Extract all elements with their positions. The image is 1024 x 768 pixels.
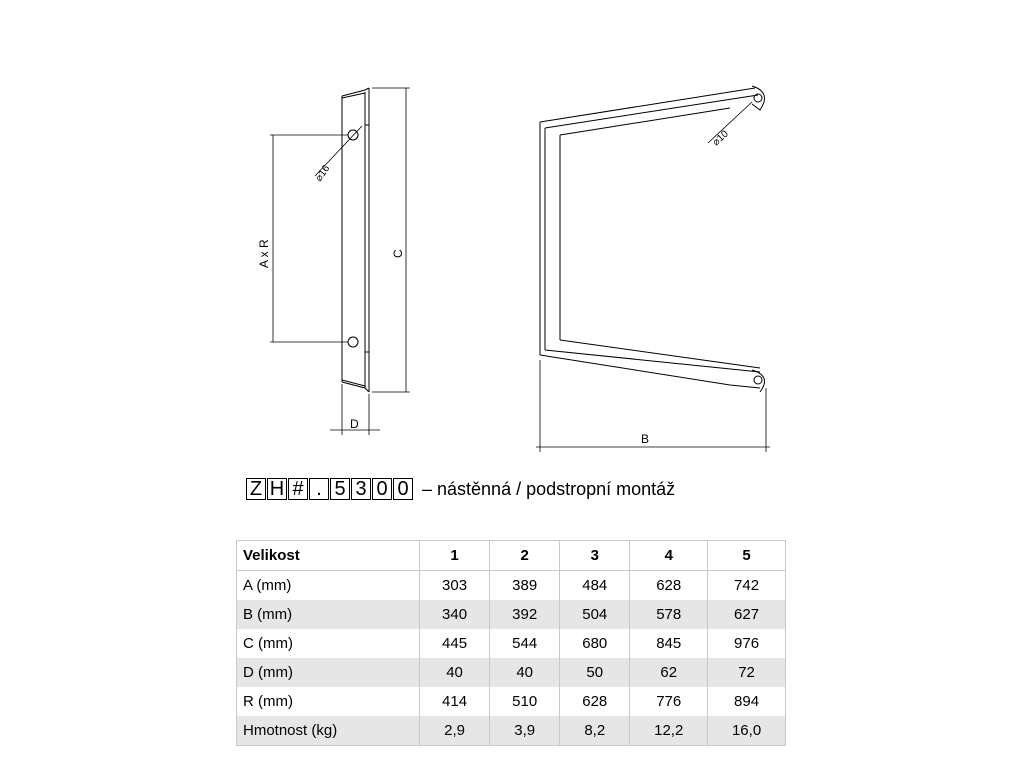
table-cell: 894 (708, 687, 786, 716)
product-code-line (246, 476, 675, 502)
table-cell: 445 (420, 629, 490, 658)
table-row (237, 629, 786, 658)
row-label: D (mm) (237, 658, 420, 687)
table-cell: 2,9 (420, 716, 490, 746)
table-cell: 62 (630, 658, 708, 687)
table-cell: 12,2 (630, 716, 708, 746)
table-cell: 976 (708, 629, 786, 658)
row-label: A (mm) (237, 571, 420, 601)
table-cell: 392 (490, 600, 560, 629)
table-header: 2 (490, 541, 560, 571)
table-row (237, 600, 786, 629)
code-char-2: H (267, 478, 287, 500)
table-cell: 8,2 (560, 716, 630, 746)
table-header: 3 (560, 541, 630, 571)
table-cell: 16,0 (708, 716, 786, 746)
diameter-10-label: ⌀10 (710, 128, 731, 149)
table-cell: 40 (420, 658, 490, 687)
table-cell: 50 (560, 658, 630, 687)
table-cell: 845 (630, 629, 708, 658)
row-label: Hmotnost (kg) (237, 716, 420, 746)
mounting-hole-bottom (348, 337, 358, 347)
code-char-3: # (288, 478, 308, 500)
code-char-5: 5 (330, 478, 350, 500)
row-label: C (mm) (237, 629, 420, 658)
table-cell: 742 (708, 571, 786, 601)
table-header: 4 (630, 541, 708, 571)
code-char-4: . (309, 478, 329, 500)
table-header: 5 (708, 541, 786, 571)
perspective-bracket (540, 86, 765, 392)
table-cell: 40 (490, 658, 560, 687)
code-char-6: 3 (351, 478, 371, 500)
table-cell: 504 (560, 600, 630, 629)
table-header-row (237, 541, 786, 571)
code-char-1: Z (246, 478, 266, 500)
side-view-bracket (342, 88, 369, 392)
table-row (237, 716, 786, 746)
a-x-r-label: A x R (257, 239, 271, 268)
table-cell: 627 (708, 600, 786, 629)
table-header: 1 (420, 541, 490, 571)
table-row (237, 658, 786, 687)
size-table (236, 540, 786, 746)
table-cell: 628 (560, 687, 630, 716)
table-cell: 776 (630, 687, 708, 716)
table-header: Velikost (237, 541, 420, 571)
table-cell: 578 (630, 600, 708, 629)
b-label: B (641, 432, 650, 446)
table-cell: 340 (420, 600, 490, 629)
code-char-8: 0 (393, 478, 413, 500)
table-cell: 3,9 (490, 716, 560, 746)
diameter-16-label: ⌀16 (313, 163, 333, 184)
c-label: C (391, 249, 405, 258)
row-label: R (mm) (237, 687, 420, 716)
table-cell: 72 (708, 658, 786, 687)
arm-hole-bottom (754, 376, 762, 384)
dimension-b (536, 360, 770, 452)
table-cell: 628 (630, 571, 708, 601)
table-cell: 544 (490, 629, 560, 658)
table-cell: 484 (560, 571, 630, 601)
dimension-c (372, 88, 410, 392)
table-cell: 510 (490, 687, 560, 716)
table-cell: 414 (420, 687, 490, 716)
row-label: B (mm) (237, 600, 420, 629)
table-row (237, 687, 786, 716)
table-cell: 303 (420, 571, 490, 601)
table-cell: 680 (560, 629, 630, 658)
dimension-a-x-r (270, 135, 348, 342)
table-row (237, 571, 786, 601)
code-char-7: 0 (372, 478, 392, 500)
product-description: – nástěnná / podstropní montáž (422, 478, 676, 499)
table-cell: 389 (490, 571, 560, 601)
d-label: D (350, 417, 359, 431)
